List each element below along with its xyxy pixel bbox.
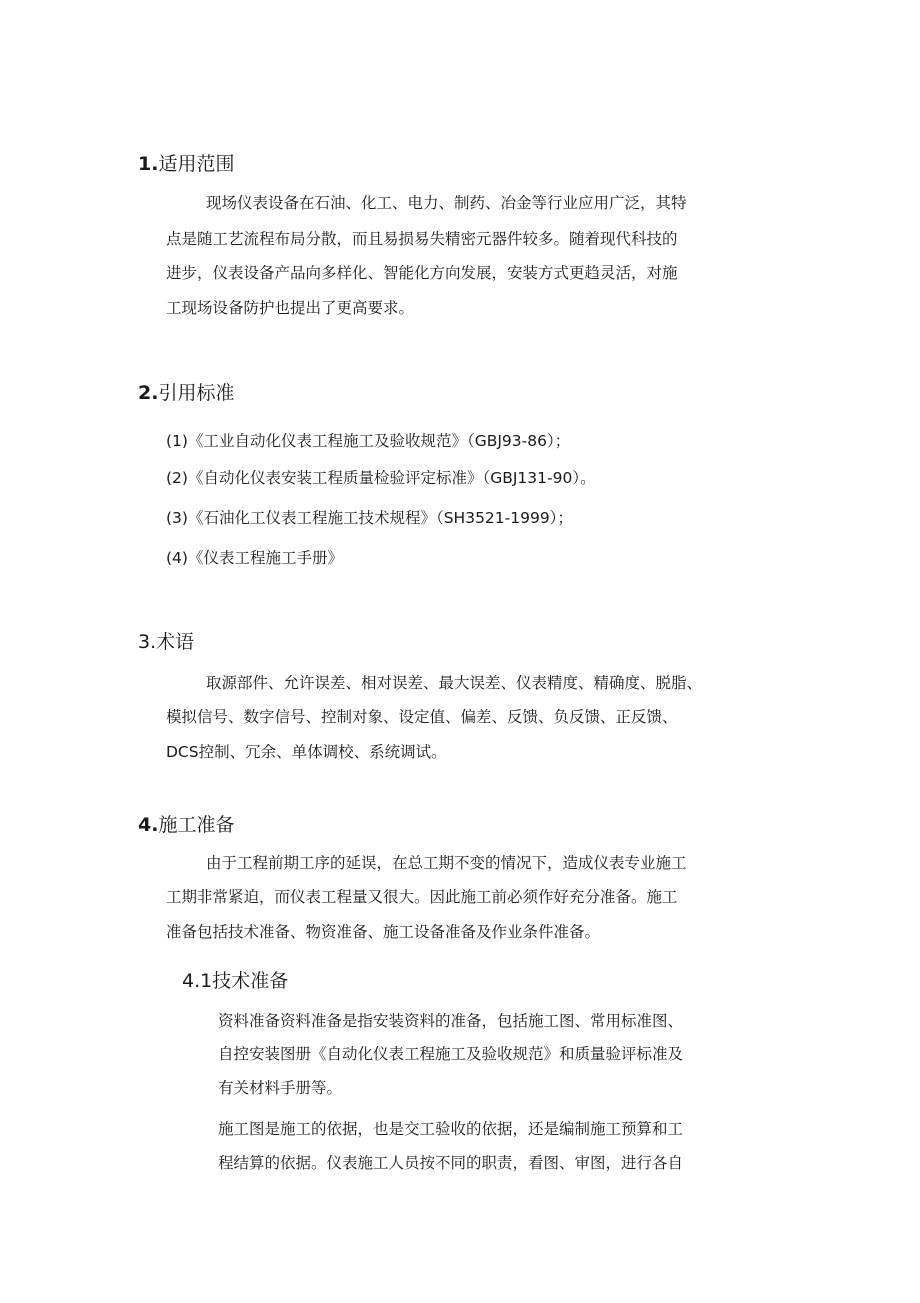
section-2-heading <box>138 381 234 405</box>
paragraph-line: 工现场设备防护也提出了更高要求。 <box>166 299 415 317</box>
paragraph-line: 取源部件、允许误差、相对误差、最大误差、仪表精度、精确度、脱脂、 <box>206 674 703 692</box>
section-3-heading <box>138 630 194 654</box>
paragraph-line: 施工图是施工的依据，也是交工验收的依据，还是编制施工预算和工 <box>218 1120 684 1138</box>
section-4-heading <box>138 813 234 837</box>
section-2-title: 引用标准 <box>158 382 235 404</box>
section-2-number: 2. <box>138 382 159 404</box>
section-3-title: 术语 <box>156 631 195 653</box>
paragraph-line: 现场仪表设备在石油、化工、电力、制药、冶金等行业应用广泛，其特 <box>206 194 687 212</box>
subsection-4-1-heading: 4.1技术准备 <box>182 970 289 992</box>
paragraph-line: DCS控制、冗余、单体调校、系统调试。 <box>166 743 447 761</box>
paragraph-line: 进步，仪表设备产品向多样化、智能化方向发展，安装方式更趋灵活，对施 <box>166 264 678 282</box>
paragraph-line: 点是随工艺流程布局分散，而且易损易失精密元器件较多。随着现代科技的 <box>166 230 678 248</box>
section-1-number: 1. <box>138 153 159 175</box>
paragraph-line: 程结算的依据。仪表施工人员按不同的职责，看图、审图，进行各自 <box>218 1154 684 1172</box>
reference-item: (3)《石油化工仪表工程施工技术规程》（SH3521-1999）； <box>166 509 573 527</box>
paragraph-line: 有关材料手册等。 <box>218 1079 343 1097</box>
paragraph-line: 资料准备资料准备是指安装资料的准备，包括施工图、常用标准图、 <box>218 1012 684 1030</box>
section-3-number: 3. <box>138 631 157 653</box>
reference-item: (4)《仪表工程施工手册》 <box>166 549 343 567</box>
reference-item: (1)《工业自动化仪表工程施工及验收规范》（GBJ93-86）； <box>166 432 571 450</box>
reference-item: (2)《自动化仪表安装工程质量检验评定标准》（GBJ131-90）。 <box>166 469 596 487</box>
section-4-number: 4. <box>138 814 159 836</box>
section-1-title: 适用范围 <box>158 153 235 175</box>
section-4-title: 施工准备 <box>158 814 235 836</box>
paragraph-line: 工期非常紧迫，而仪表工程量又很大。因此施工前必须作好充分准备。施工 <box>166 888 678 906</box>
paragraph-line: 模拟信号、数字信号、控制对象、设定值、偏差、反馈、负反馈、正反馈、 <box>166 708 678 726</box>
paragraph-line: 由于工程前期工序的延误，在总工期不变的情况下，造成仪表专业施工 <box>206 854 687 872</box>
section-1-heading <box>138 152 234 176</box>
paragraph-line: 准备包括技术准备、物资准备、施工设备准备及作业条件准备。 <box>166 923 601 941</box>
paragraph-line: 自控安装图册《自动化仪表工程施工及验收规范》和质量验评标准及 <box>218 1045 684 1063</box>
